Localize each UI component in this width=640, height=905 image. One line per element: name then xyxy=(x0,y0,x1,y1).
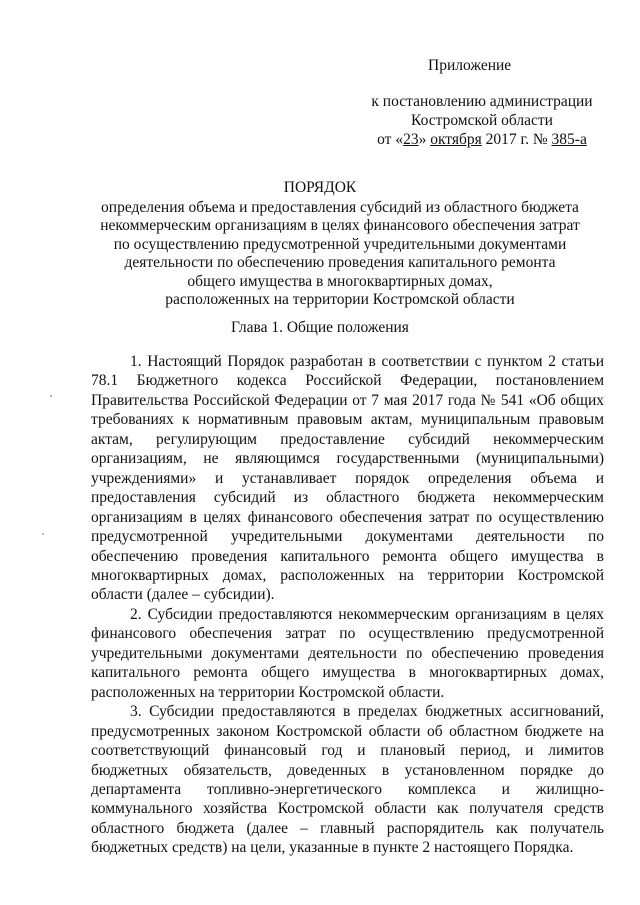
subtitle-line: определения объема и предоставления субсидий из областного бюджета xyxy=(101,199,579,216)
annex-label: Приложение xyxy=(428,57,512,74)
paragraph: 3. Субсидии предоставляются в пределах бюджетных ассигнований, предусмотренных законом Костромской области об областном бюджете на соответствующий финансовый год и плановый период, и лимитов бюджетных обязательств, доведенных в установленном порядке до департамента топливно-энергетического комплекса и жилищно-коммунального хозяйства Костромской области как получателя средств областного бюджета (далее – главный распорядитель как получатель бюджетных средств) на цели, указанные в пункте 2 настоящего Порядка. xyxy=(91,703,604,857)
subtitle-line: расположенных на территории Костромской области xyxy=(165,291,515,309)
document-title: ПОРЯДОК xyxy=(283,179,357,196)
reference-prefix: от « xyxy=(377,131,404,148)
paragraph: 2. Субсидии предоставляются некоммерческим организациям в целях финансового обеспечения затрат по осуществлению предусмотренной учредительными документами деятельности по обеспечению проведения капитального ремонта общего имущества в многоквартирных домах, расположенных на территории Костромской области. xyxy=(91,605,604,701)
subtitle-line: деятельности по обеспечению проведения капитального ремонта xyxy=(124,254,556,272)
reference-year: 2017 г. № xyxy=(481,131,552,148)
subtitle-line: общего имущества в многоквартирных домах, xyxy=(187,272,493,290)
reference-mid: » xyxy=(418,131,431,148)
paragraph: 1. Настоящий Порядок разработан в соответствии с пунктом 2 статьи 78.1 Бюджетного кодекса Российской Федерации, постановлением Правительства Российской Федерации от 7 мая 2017 года № 541 «Об общих требованиях к нормативным правовым актам, муниципальным правовым актам, регулирующим предоставление субсидий некоммерческим организациям, не являющимся государственными (муниципальными) учреждениями» и устанавливает порядок определения объема и предоставления субсидий из областного бюджета некоммерческим организациям в целях финансового обеспечения затрат по осуществлению предусмотренной учредительными документами деятельности по обеспечению проведения капитального ремонта общего имущества в многоквартирных домах, расположенных на территории Костромской области (далее – субсидии). xyxy=(91,353,604,604)
decree-reference xyxy=(362,92,602,149)
reference-number: 385-а xyxy=(551,131,587,148)
document-subtitle xyxy=(75,199,605,309)
chapter-heading: Глава 1. Общие положения xyxy=(231,319,409,336)
reference-day: 23 xyxy=(403,131,419,148)
reference-line-1: к постановлению администрации xyxy=(371,93,593,110)
reference-line-3 xyxy=(362,130,602,149)
reference-line-2: Костромской области xyxy=(411,112,553,129)
scan-speck xyxy=(42,533,44,535)
document-body xyxy=(91,352,604,858)
scan-speck xyxy=(50,395,52,397)
subtitle-line: некоммерческим организациям в целях финансового обеспечения затрат xyxy=(100,217,580,235)
subtitle-line: по осуществлению предусмотренной учредительными документами xyxy=(113,235,567,253)
reference-month: октября xyxy=(430,131,482,148)
